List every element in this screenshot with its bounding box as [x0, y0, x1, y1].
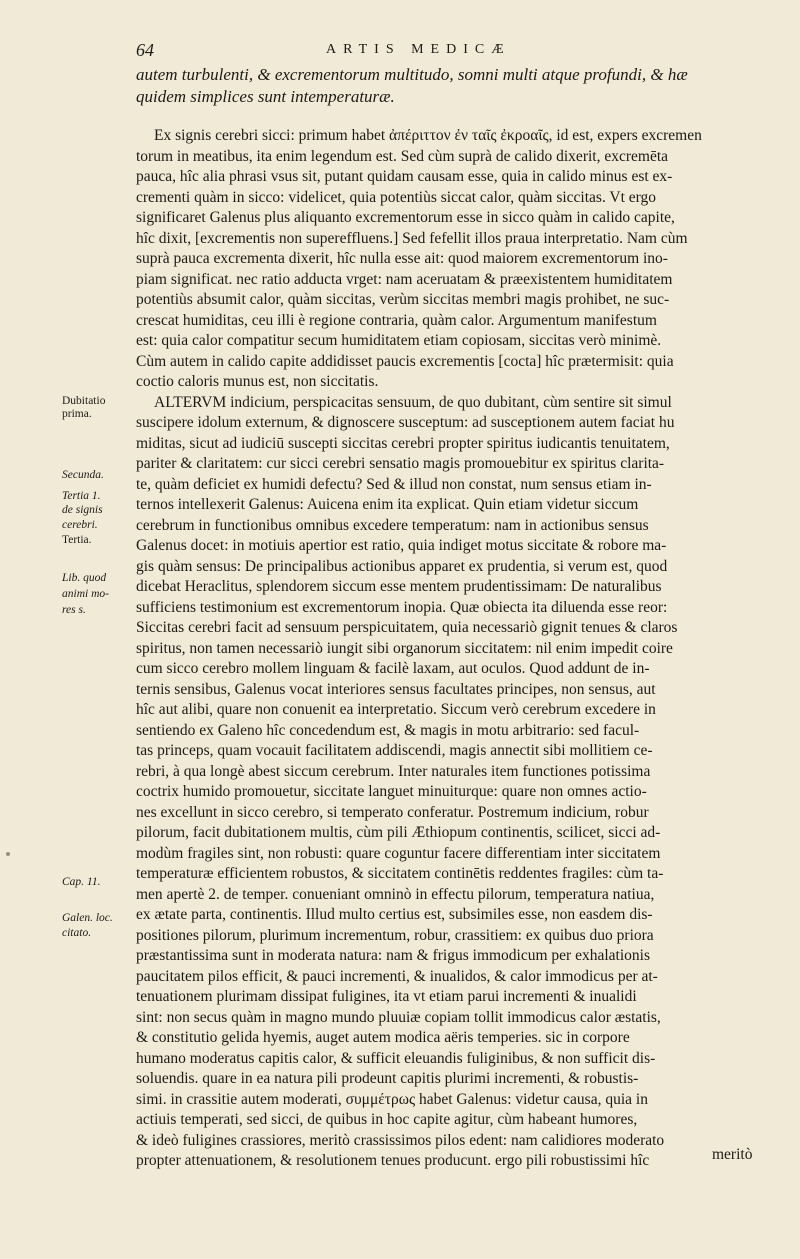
running-title: ARTIS MEDICÆ — [326, 42, 511, 57]
text-line: men apertè 2. de temper. conueniant omninò in effectu pilorum, temperatura natiua, — [136, 885, 655, 903]
text-line: significaret Galenus plus aliquanto excrementorum esse in sicco quàm in calido capite, — [136, 209, 675, 226]
text-line: præstantissima sunt in moderata natura: nam & frigus immodicum per exhalationis — [136, 947, 650, 964]
lead-italic-text — [136, 64, 762, 108]
text-line: hîc dixit, [excrementis non supereffluens.] Sed fefellit illos praua interpretatio. Nam cùm — [136, 229, 688, 247]
margin-note: citato. — [62, 927, 92, 939]
text-line: modùm fragiles sint, non robusti: quare coguntur facere differentiam inter siccitatem — [136, 844, 661, 862]
text-line: propter attenuationem, & resolutionem tenues producunt. ergo pili robustissimi hîc — [136, 1152, 650, 1169]
margin-note: cerebri. — [62, 519, 98, 531]
text-line: ALTERVM indicium, perspicacitas sensuum, de quo dubitant, cùm sentire sit simul — [154, 393, 672, 411]
text-line: dicebat Heraclitus, splendorem siccum esse mentem prudentissimam: De naturalibus — [136, 578, 662, 595]
text-line: piam significat. nec ratio adducta vrget: nam aceruatam & præexistentem humiditatem — [136, 270, 673, 288]
text-line: actiuis temperati, sed sicci, de quibus in hoc capite agitur, cùm habeant humores, — [136, 1111, 638, 1128]
text-line: pariter & claritatem: cur sicci cerebri sensatio magis promouebitur ex spiritus clarita- — [136, 455, 665, 472]
body-text — [136, 126, 764, 1172]
text-line: gis quàm sensus: De principalibus actionibus apparet ex prudentia, si verum est, quod — [136, 557, 668, 575]
text-line: ternis sensibus, Galenus vocat interiores sensus facultates principes, non sensus, aut — [136, 680, 656, 698]
text-line: crementi quàm in sicco: videlicet, quia potentiùs siccat calor, quàm siccitas. Vt ergo — [136, 188, 657, 206]
text-line: sufficiens testimonium est excrementorum inopia. Quæ obiecta ita diluenda esse reor: — [136, 598, 668, 616]
text-line: tas princeps, quam vocauit facilitatem addiscendi, magis annectit sibi mollitiem ce- — [136, 742, 653, 759]
margin-note: animi mo- — [62, 588, 109, 600]
text-line: Siccitas cerebri facit ad sensuum perspicuitatem, quia necessariò gignit tenues & claros — [136, 619, 678, 636]
text-line: pauca, hîc alia phrasi vsus sit, putant quidam causam esse, quia in calido minus est ex- — [136, 168, 673, 185]
text-line: & ideò fuligines crassiores, meritò crassissimos pilos edent: nam calidiores moderato — [136, 1131, 665, 1149]
text-line: spiritus, non tamen necessariò iungit sibi organorum siccitatem: nil enim impedit coire — [136, 639, 673, 657]
text-line: suscipere idolum externum, & dignoscere susceptum: ad susceptionem autem faciat hu — [136, 414, 675, 431]
text-line: paucitatem pilos efficit, & pauci incrementi, & inualidos, & calor immodicus per at- — [136, 967, 658, 985]
text-line: coctrix humido promouetur, siccitate languet minuiturque: quare non omnes actio- — [136, 783, 647, 800]
text-line: sint: non secus quàm in magno mundo pluuiæ copiam tollit immodicus calor æstatis, — [136, 1008, 661, 1026]
lead-line: quidem simplices sunt intemperaturæ. — [136, 87, 395, 106]
lead-line: autem turbulenti, & excrementorum multitudo, somni multi atque profundi, & hæ — [136, 65, 688, 84]
text-line: Galenus docet: in motiuis apertior est ratio, quia indiget motus siccitate & robore ma- — [136, 537, 667, 554]
text-line: torum in meatibus, ita enim legendum est. Sed cùm suprà de calido dixerit, excremēta — [136, 147, 669, 165]
margin-note: Cap. 11. — [62, 876, 101, 888]
text-line: & constitutio gelida hyemis, auget autem modica aëris temperies. sic in corpore — [136, 1029, 630, 1046]
text-line: nes excellunt in sicco cerebro, si temperato conferatur. Postremum indicium, robur — [136, 803, 649, 821]
text-line: Cùm autem in calido capite addidisset paucis excrementis [cocta] hîc prætermisit: quia — [136, 352, 674, 370]
page-header — [136, 40, 756, 64]
text-line: pilorum, facit dubitationem multis, cùm pili Æthiopum continentis, scilicet, sicci ad- — [136, 824, 661, 841]
margin-dot-mark — [6, 852, 10, 856]
page-number: 64 — [136, 40, 154, 60]
text-line: cum sicco cerebro mollem linguam & facilè laxam, aut oculos. Quod addunt de in- — [136, 660, 650, 677]
margin-note: Tertia. — [62, 534, 92, 546]
text-line: est: quia calor compatitur secum humiditatem etiam copiosam, siccitas verò minimè. — [136, 332, 662, 349]
catchword: meritò — [712, 1146, 753, 1163]
margin-note: Lib. quod — [62, 572, 107, 584]
text-line: sentiendo ex Galeno hîc concedendum est, & magis in motu arbitrario: sed facul- — [136, 721, 640, 739]
margin-note: Tertia 1. — [62, 490, 101, 502]
text-line: simi. in crassitie autem moderati, συμμέτρως habet Galenus: videtur causa, quia in — [136, 1090, 648, 1108]
text-line: hîc aut alibi, quare non conuenit ea interpretatio. Siccum verò cerebrum excedere in — [136, 701, 656, 718]
margin-note: de signis — [62, 504, 103, 516]
margin-note: res s. — [62, 604, 86, 616]
text-line: soluendis. quare in ea natura pili prodeunt capitis plurimi incrementi, & robustis- — [136, 1070, 639, 1087]
margin-note: Dubitatio — [62, 395, 106, 407]
margin-note: prima. — [62, 408, 92, 420]
text-line: ternos intellexerit Galenus: Auicena enim ita explicat. Quin etiam videtur siccum — [136, 496, 639, 513]
text-line: ex ætate parta, continentis. Illud multo certius est, subsimiles esse, non easdem dis- — [136, 906, 653, 923]
text-line: miditas, sicut ad iudiciū suscepti siccitas cerebri propter spiritus iudicantis tenuitatem, — [136, 434, 670, 452]
text-line: te, quàm deficiet ex humidi defectu? Sed & illud non constat, num sensus etiam in- — [136, 475, 652, 493]
margin-note: Secunda. — [62, 469, 104, 481]
text-line: crescat humiditas, ceu illi è regione contraria, quàm calor. Argumentum manifestum — [136, 311, 657, 329]
text-line: tenuationem plurimam dissipat fuligines, ita vt etiam parui incrementi & inualidi — [136, 988, 637, 1005]
text-line: coctio caloris munus est, non siccitatis. — [136, 373, 379, 390]
text-line: cerebrum in functionibus omnibus excedere temperatum: nam in actionibus sensus — [136, 516, 649, 534]
text-line: Ex signis cerebri sicci: primum habet ἀπέριττον ἐν ταῖς ἐκροαῖς, id est, expers excremen — [154, 127, 702, 144]
text-line: temperaturæ efficientem robustos, & siccitatem continētis reddentes fragiles: cùm ta- — [136, 865, 664, 882]
text-line: positiones pilorum, plurimum incrementum, robur, crassitiem: ex quibus duo priora — [136, 926, 654, 944]
text-line: rebri, à qua longè abest siccum cerebrum. Inter naturales item functiones potissima — [136, 762, 651, 780]
text-line: potentiùs absumit calor, quàm siccitas, verùm siccitas membri magis prohibet, ne suc- — [136, 291, 670, 308]
margin-note: Galen. loc. — [62, 912, 113, 924]
text-line: suprà pauca excrementa dixerit, hîc nulla esse ait: quod maiorem excrementorum ino- — [136, 250, 668, 267]
text-line: humano moderatus capitis calor, & sufficit eleuandis fuliginibus, & non sufficit dis- — [136, 1049, 656, 1067]
